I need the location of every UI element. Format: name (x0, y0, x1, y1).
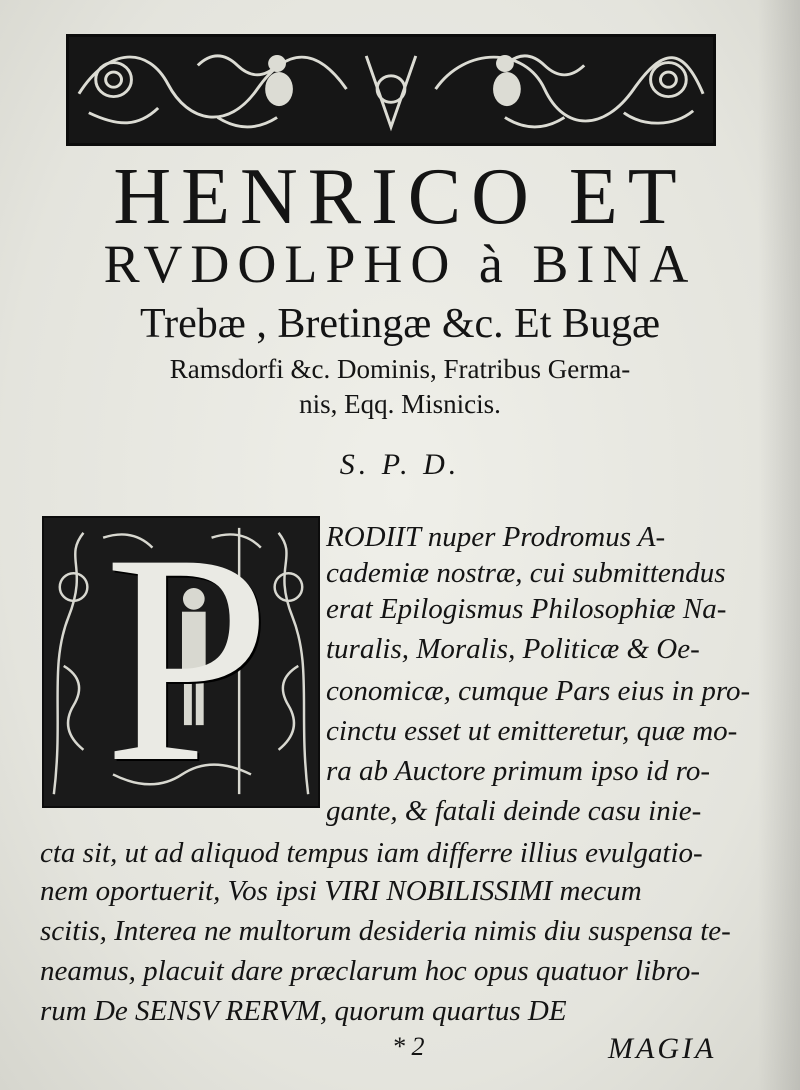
body-line: conomicæ, cumque Pars eius in pro- (326, 675, 751, 707)
body-line: cademiæ nostræ, cui submittendus (326, 557, 726, 589)
body-line: scitis, Interea ne multorum desideria nimis diu suspensa te- (40, 915, 731, 947)
body-line: ra ab Auctore primum ipso id ro- (326, 755, 710, 787)
body-line: cta sit, ut ad aliquod tempus iam differre illius evulgatio- (40, 837, 703, 869)
headpiece-ornament (66, 34, 716, 146)
body-line: rum De SENSV RERVM, quorum quartus DE (40, 995, 567, 1027)
body-line: erat Epilogismus Philosophiæ Na- (326, 593, 727, 625)
body-line: turalis, Moralis, Politicæ & Oe- (326, 633, 700, 665)
title-line-2: RVDOLPHO à BINA (103, 234, 697, 294)
title-line-5: nis, Eqq. Misnicis. (299, 389, 501, 419)
body-line: gante, & fatali deinde casu inie- (326, 795, 702, 827)
catchword: MAGIA (608, 1032, 717, 1065)
title-line-1: HENRICO ET (113, 153, 687, 241)
body-line: neamus, placuit dare præclarum hoc opus quatuor libro- (40, 955, 700, 987)
body-line: cinctu esset ut emitteretur, quæ mo- (326, 715, 738, 747)
title-line-4: Ramsdorfi &c. Dominis, Fratribus Germa- (169, 354, 631, 384)
body-line: nem oportuerit, Vos ipsi VIRI NOBILISSIMI mecum (40, 875, 642, 907)
initial-letter: P (104, 516, 271, 808)
decorated-initial (42, 516, 320, 808)
signature-mark: * 2 (392, 1032, 425, 1061)
body-line: RODIIT nuper Prodromus A- (326, 521, 666, 553)
title-line-3: Trebæ , Bretingæ &c. Et Bugæ (140, 301, 660, 347)
salutation: S. P. D. (339, 448, 461, 481)
